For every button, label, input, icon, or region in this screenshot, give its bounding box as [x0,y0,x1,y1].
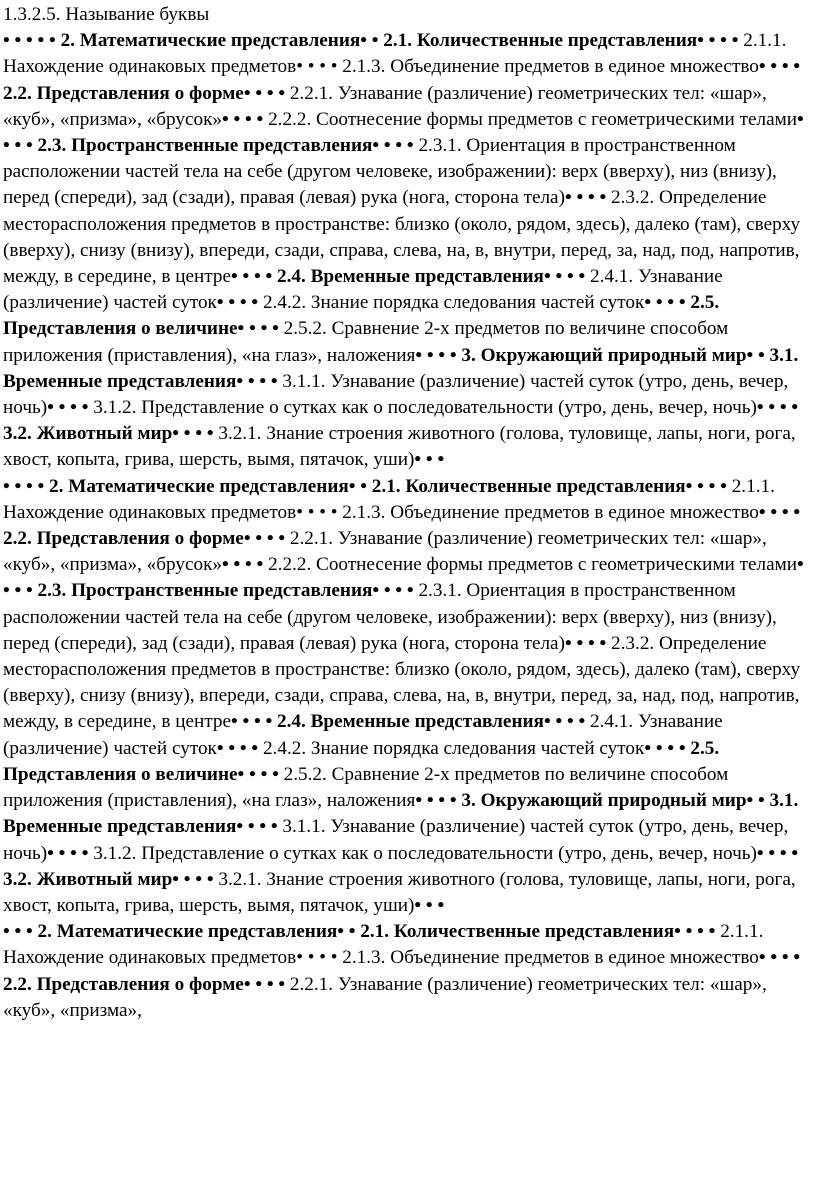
bold-heading-text: • • • • 3. Окружающий природный мир• • 3.1. Временные представления• • • • [3,344,799,392]
bold-heading-text: • • • • [564,187,612,209]
bold-heading-text: • • • • [216,292,263,314]
body-text: 2.5.2. Сравнение 2-х предметов по величине способом приложения (приставления), «на глаз», наложения [3,763,729,812]
body-text: 3.1.2. Представление о сутках как о последовательности (утро, день, вечер, ночь) [93,842,757,864]
bold-heading-text: • • • • 2.2. Представления о форме• • • • [3,56,801,104]
bold-heading-text: • • • • [216,737,263,759]
body-text: 2.4.2. Знание порядка следования частей суток [262,292,645,314]
bold-heading-text: • • • • [222,108,269,130]
bold-heading-text: • • • • [47,842,94,864]
body-text: 2.4.1. Узнавание (различение) частей суток [3,711,723,759]
bold-heading-text: • • • • [47,397,94,419]
bold-heading-text: • • • • [564,632,612,654]
body-text: 2.4.1. Узнавание (различение) частей суток [3,266,723,314]
bold-heading-text: • • • • 3.2. Животный мир• • • • [3,397,799,445]
bold-heading-text: • • • • 2.3. Пространственные представления• • • • [3,108,804,157]
body-text: 3.2.1. Знание строения животного (голова, туловище, лапы, ноги, рога, хвост, копыта, грива, шерсть, вымя, пятачок, уши) [3,868,796,916]
body-text: 2.3.1. Ориентация в пространственном расположении частей тела на себе (другом человеке, изображении): верх (вверху), низ (внизу), перед (спереди), зад (сзади), правая (левая) рука (нога, сторона тела) [3,135,777,209]
bold-heading-text: • • • • • 2. Математические представления• • 2.1. Количественные представления• • • • [3,30,744,52]
bold-heading-text: • • • • 2.4. Временные представления• • • • [230,711,591,733]
body-text: 2.3.1. Ориентация в пространственном расположении частей тела на себе (другом человеке, изображении): верх (вверху), низ (внизу), перед (спереди), зад (сзади), правая (левая) рука (нога, сторона тела) [3,580,777,654]
curriculum-paragraph [3,919,811,1024]
body-text: 2.1.1. Нахождение одинаковых предметов• • • • 2.1.3. Объединение предметов в единое множество [3,921,764,969]
body-text: 2.5.2. Сравнение 2-х предметов по величине способом приложения (приставления), «на глаз», наложения [3,318,729,366]
body-text: 2.3.2. Определение месторасположения предметов в пространстве: близко (около, рядом, здесь), далеко (там), сверху (вверху), снизу (внизу), впереди, сзади, справа, слева, на, в, внутри, перед, за, над, под, напротив, между, в середине, в центре [3,187,801,288]
bold-heading-text: • • • • 2.5. Представления о величине• • • • [3,737,720,785]
bold-heading-text: • • • • 2.5. Представления о величине• • • • [3,292,720,340]
bold-heading-text: • • • • 3. Окружающий природный мир• • 3.1. Временные представления• • • • [3,790,799,838]
bold-heading-text: • • • • 3.2. Животный мир• • • • [3,842,799,890]
bold-heading-text: • • • • [222,554,269,576]
bold-heading-text: • • • • 2.2. Представления о форме• • • • [3,947,801,995]
section-heading: 1.3.2.5. Называние буквы [3,4,210,25]
body-text: 2.1.1. Нахождение одинаковых предметов• • • • 2.1.3. Объединение предметов в единое множество [3,30,787,78]
bold-heading-text: • • • [414,449,445,471]
body-text: 2.2.2. Соотнесение формы предметов с геометрическими телами [268,554,797,576]
body-text: 2.3.2. Определение месторасположения предметов в пространстве: близко (около, рядом, здесь), далеко (там), сверху (вверху), снизу (внизу), впереди, сзади, справа, слева, на, в, внутри, перед, за, над, под, напротив, между, в середине, в центре [3,632,801,733]
curriculum-paragraph [3,474,811,919]
curriculum-paragraph [3,28,811,473]
body-text: 3.1.2. Представление о сутках как о последовательности (утро, день, вечер, ночь) [93,397,757,419]
body-text: 2.1.1. Нахождение одинаковых предметов• • • • 2.1.3. Объединение предметов в единое множество [3,475,775,523]
body-text: 3.1.1. Узнавание (различение) частей суток (утро, день, вечер, ночь) [3,370,789,419]
bold-heading-text: • • • • 2.3. Пространственные представления• • • • [3,554,804,602]
bold-heading-text: • • • • 2.2. Представления о форме• • • • [3,501,801,550]
body-text: 2.2.2. Соотнесение формы предметов с геометрическими телами [268,108,797,130]
body-text: 2.2.1. Узнавание (различение) геометрических тел: «шар», «куб», «призма», «брусок» [3,82,767,130]
body-text: 3.1.1. Узнавание (различение) частей суток (утро, день, вечер, ночь) [3,816,789,864]
bold-heading-text: • • • 2. Математические представления• • 2.1. Количественные представления• • • • [3,921,721,943]
bold-heading-text: • • • [414,894,445,916]
body-text: 2.2.1. Узнавание (различение) геометрических тел: «шар», «куб», «призма», [3,973,767,1021]
body-text: 2.2.1. Узнавание (различение) геометрических тел: «шар», «куб», «призма», «брусок» [3,528,767,576]
body-text: 2.4.2. Знание порядка следования частей суток [262,737,645,759]
bold-heading-text: • • • • 2.4. Временные представления• • • • [230,266,591,288]
document-body [3,28,811,1024]
body-text: 3.2.1. Знание строения животного (голова, туловище, лапы, ноги, рога, хвост, копыта, грива, шерсть, вымя, пятачок, уши) [3,423,796,471]
bold-heading-text: • • • • 2. Математические представления• • 2.1. Количественные представления• • • • [3,475,732,497]
